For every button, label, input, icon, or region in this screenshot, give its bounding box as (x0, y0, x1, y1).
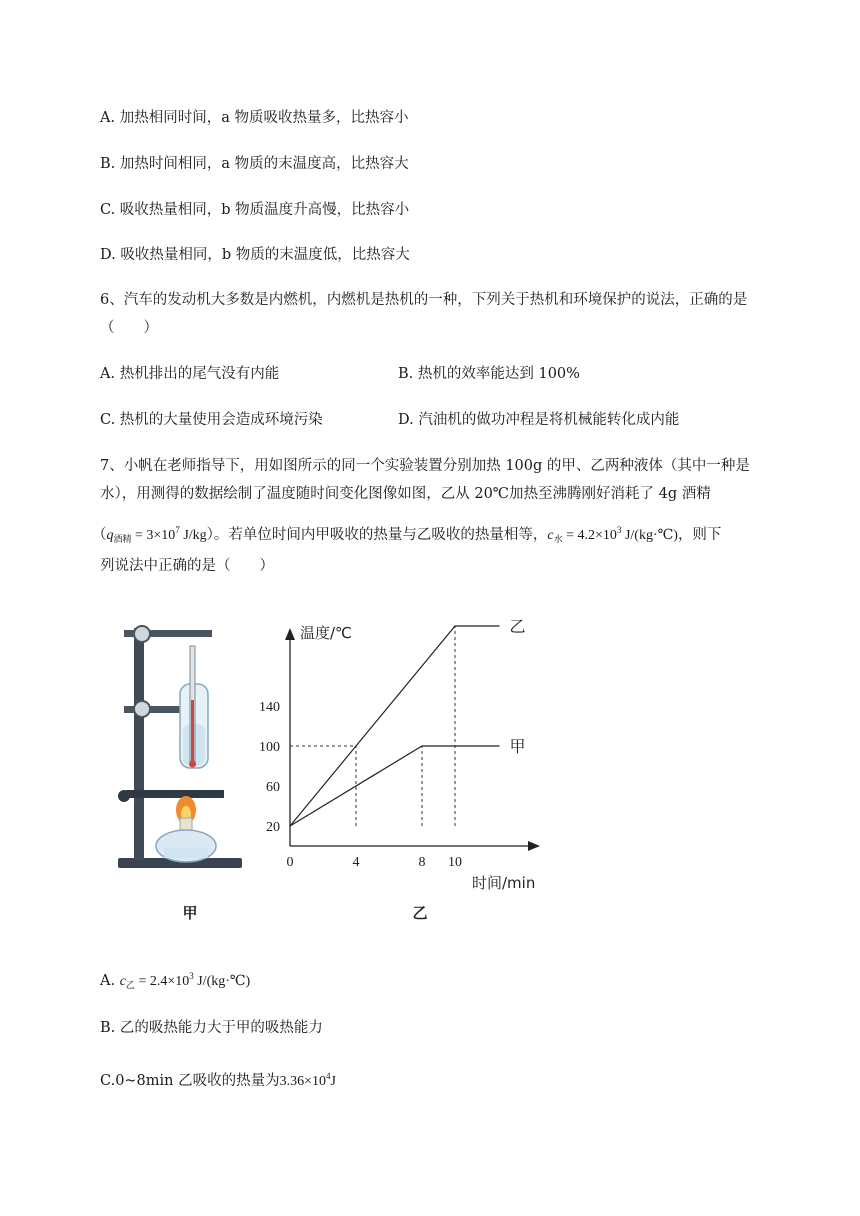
math-unit: J/(kg·℃) (193, 974, 251, 989)
series-line-yi (290, 626, 500, 826)
experiment-apparatus-illustration (118, 626, 242, 868)
stem-fragment: ）。若单位时间内甲吸收的热量与乙吸收的热量相等， (206, 527, 548, 543)
thermometer-mercury (191, 700, 194, 764)
option-text: 0~8min 乙吸收的热量为 (115, 1073, 280, 1089)
q7-option-b (100, 1018, 323, 1038)
stand-pole (134, 628, 144, 860)
option-label: D. (398, 412, 414, 428)
x-axis-arrow (528, 841, 540, 851)
math-exponent: 3 (189, 971, 194, 981)
apparatus-caption: 甲 (182, 904, 198, 922)
series-line-jia (290, 746, 500, 826)
stem-fragment: （ (92, 527, 107, 543)
math-symbol: q (106, 528, 114, 543)
y-axis-arrow (285, 628, 295, 640)
y-tick-label: 140 (259, 700, 280, 715)
x-tick-label: 8 (418, 855, 426, 870)
q7-stem-line2: 水），用测得的数据绘制了温度随时间变化图像如图，乙从 20℃加热至沸腾刚好消耗了 4g 酒精 (100, 486, 711, 502)
math-value: = 2.4×10 (134, 974, 190, 989)
option-text: 加热相同时间，a 物质吸收热量多，比热容小 (119, 110, 409, 126)
q6-stem-line1: 6、汽车的发动机大多数是内燃机，内燃机是热机的一种，下列关于热机和环境保护的说法，正确的是 (100, 292, 748, 308)
math-value: 3.36×10 (279, 1074, 327, 1089)
math-exponent: 7 (175, 525, 180, 535)
option-label: C. (100, 412, 116, 428)
option-label: B. (398, 366, 414, 382)
math-symbol: c (547, 528, 554, 543)
x-tick-label: 4 (352, 855, 360, 870)
option-text: 热机的效率能达到 100% (417, 366, 580, 382)
option-label: A. (100, 366, 116, 382)
option-text: 热机的大量使用会造成环境污染 (119, 412, 323, 428)
option-text: 乙的吸热能力大于甲的吸热能力 (119, 1020, 323, 1036)
lamp-wick-holder (180, 818, 192, 830)
ring-knob (118, 790, 130, 802)
heat-value-formula (279, 1071, 336, 1089)
option-label: B. (100, 1020, 116, 1036)
x-tick-label: 10 (448, 855, 462, 870)
option-label: D. (100, 247, 116, 263)
math-value: = 3×10 (131, 528, 176, 543)
math-subscript: 水 (553, 534, 563, 544)
option-text: 汽油机的做功冲程是将机械能转化成内能 (418, 412, 680, 428)
option-text: 热机排出的尾气没有内能 (119, 366, 280, 382)
q7-stem-line4: 列说法中正确的是（ ） (100, 558, 274, 574)
x-tick-label: 0 (286, 855, 294, 870)
option-text: 吸收热量相同，b 物质温度升高慢，比热容小 (119, 202, 410, 218)
option-text: 吸收热量相同，b 物质的末温度低，比热容大 (120, 247, 410, 263)
temperature-time-chart (259, 617, 540, 892)
q7-option-a (100, 966, 250, 995)
q7-stem-line1: 7、小帆在老师指导下，用如图所示的同一个实验装置分别加热 100g 的甲、乙两种液体（其中一种是 (100, 458, 750, 474)
math-value: = 4.2×10 (562, 528, 617, 543)
math-unit: J/kg (179, 528, 207, 543)
y-tick-label: 60 (266, 780, 280, 795)
option-label: C. (100, 1073, 116, 1089)
math-subscript: 乙 (125, 980, 135, 990)
math-symbol: c (119, 974, 126, 989)
y-axis-label: 温度/℃ (300, 624, 352, 642)
c-yi-formula (119, 971, 251, 990)
clamp-knob (134, 701, 150, 717)
q7-option-c (100, 1066, 336, 1092)
math-unit: J/(kg·℃) (621, 528, 678, 543)
y-tick-label: 20 (266, 820, 280, 835)
y-tick-label: 100 (259, 740, 280, 755)
option-label: A. (100, 973, 116, 989)
lamp-base (164, 848, 208, 858)
option-label: C. (100, 202, 116, 218)
q6-stem-line2: （ ） (100, 320, 158, 336)
math-exponent: 3 (616, 525, 622, 535)
x-axis-label: 时间/min (472, 874, 536, 892)
math-exponent: 4 (326, 1071, 331, 1081)
math-subscript: 酒精 (113, 534, 132, 544)
series-label: 甲 (509, 737, 526, 756)
iron-ring-gauze (126, 790, 224, 798)
option-text: 加热时间相同，a 物质的末温度高，比热容大 (119, 156, 409, 172)
thermometer-bulb (189, 761, 196, 768)
option-label: B. (100, 156, 116, 172)
graph-caption: 乙 (412, 904, 428, 922)
option-label: A. (100, 110, 116, 126)
stem-fragment: ，则下 (677, 527, 722, 543)
math-unit: J (330, 1074, 336, 1089)
clamp-knob (134, 626, 150, 642)
series-label: 乙 (509, 617, 526, 636)
